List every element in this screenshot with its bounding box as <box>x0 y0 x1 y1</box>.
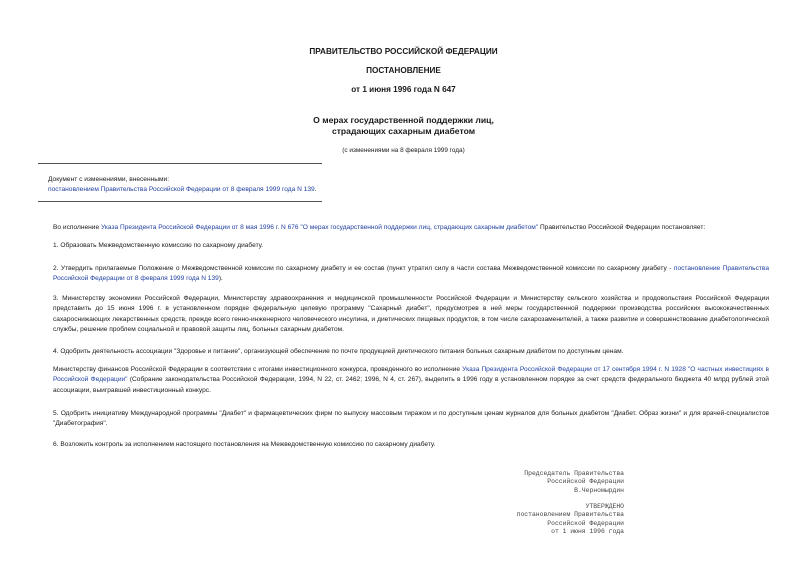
resolution-139-link-b[interactable]: Правительства Российской Федерации от 8 февраля 1999 года N 139 <box>53 265 769 283</box>
item-1: 1. Образовать Межведомственную комиссию по сахарному диабету. <box>53 242 264 249</box>
item-6: 6. Возложить контроль за исполнением настоящего постановления на Межведомственную комиссию по сахарному диабету. <box>53 441 436 448</box>
item-4: 4. Одобрить деятельность ассоциации "Здоровье и питание", организующей обеспечение по почте продукцией диетического питания больных сахарным диабетом по доступным ценам. <box>53 348 624 355</box>
title-line-2: страдающих сахарным диабетом <box>331 126 476 136</box>
amendments-entry: постановлением Правительства Российской Федерации от 8 февраля 1999 года N 139. <box>48 186 317 193</box>
government-heading: ПРАВИТЕЛЬСТВО РОССИЙСКОЙ ФЕДЕРАЦИИ <box>309 47 498 56</box>
date-number: от 1 июня 1996 года N 647 <box>351 85 456 94</box>
item-2: 2. Утвердить прилагаемые Положение о Межведомственной комиссии по сахарному диабету и ее состав (пункт утратил силу в части состава Межведомственной комиссии по сахарному диабету - постановление Правительства Российской Федерации от 8 февраля 1999 года N 139). <box>53 265 769 283</box>
amendments-label: Документ с изменениями, внесенными: <box>48 176 170 183</box>
item-3: 3. Министерству экономики Российской Федерации, Министерству здравоохранения и медицинской промышленности Российской Федерации и Министерству сельского хозяйства и продовольствия Российской Федерации представить до 15 июня 1996 г. в установленном порядке федеральную целевую программу "Сахарный диабет", предусмотрев в ней меры государственной поддержки производства российских высококачественных сахароснижающих лекарственных средств, прежде всего генно-инженерного человеческого инсулина, и диетических пищевых продуктов, в том числе сахарозаменителей, а также развитие и совершенствование диабетологической службы, решение проблем социальной и правовой защиты лиц, больных сахарным диабетом. <box>53 295 769 334</box>
changes-note: (с изменениями на 8 февраля 1999 года) <box>342 147 465 154</box>
item-4-finance: Министерству финансов Российской Федерации в соответствии с итогами инвестиционного конкурса, проведенного во исполнение Указа Президента Российской Федерации от 17 сентября 1994 г. N 1928 "О частных инвестициях в Российской Федерации" (Собрание законодательства Российской Федерации, 1994, N 22, ст. 2462; 1996, N 4, ст. 267), выделить в 1996 году в установленном порядке за счет средств федерального бюджета 40 млрд рублей этой ассоциации, выигравшей инвестиционный конкурс. <box>53 366 769 394</box>
signature-line-3: В.Черномырдин <box>574 486 624 494</box>
title-line-1: О мерах государственной поддержки лиц, <box>313 115 494 125</box>
top-divider <box>38 163 322 164</box>
document-type: ПОСТАНОВЛЕНИЕ <box>366 66 441 75</box>
amendment-link[interactable]: постановлением Правительства Российской Федерации от 8 февраля 1999 года N 139 <box>48 186 315 193</box>
bottom-divider <box>38 201 322 202</box>
signature-block <box>524 470 624 495</box>
approved-line-2: постановлением Правительства <box>516 511 624 519</box>
decree-1928-link[interactable]: Указа Президента Российской Федерации от 17 сентября 1994 г. N 1928 "О частных инвестициях в Российской Федерации" <box>53 366 769 384</box>
approved-line-1: УТВЕРЖДЕНО <box>585 503 624 510</box>
approved-line-3: Российской Федерации <box>547 519 624 527</box>
resolution-139-link-a[interactable]: постановление <box>673 265 721 272</box>
signature-line-2: Российской Федерации <box>547 478 624 486</box>
approved-block <box>517 503 624 536</box>
decree-676-link[interactable]: Указа Президента Российской Федерации от 8 мая 1996 г. N 676 "О мерах государственной поддержки лиц, страдающих сахарным диабетом" <box>100 224 539 231</box>
signature-line-1: Председатель Правительства <box>524 470 624 477</box>
intro-paragraph: Во исполнение Указа Президента Российской Федерации от 8 мая 1996 г. N 676 "О мерах государственной поддержки лиц, страдающих сахарным диабетом" Правительство Российской Федерации постановляет: <box>53 224 706 231</box>
approved-line-4: от 1 июня 1996 года <box>551 527 624 535</box>
item-5: 5. Одобрить инициативу Международной программы "Диабет" и фармацевтических фирм по выпуску массовым тиражом и по доступным ценам журналов для больных диабетом "Диабет. Образ жизни" и для врачей-специалистов "Диабетография". <box>53 410 769 428</box>
